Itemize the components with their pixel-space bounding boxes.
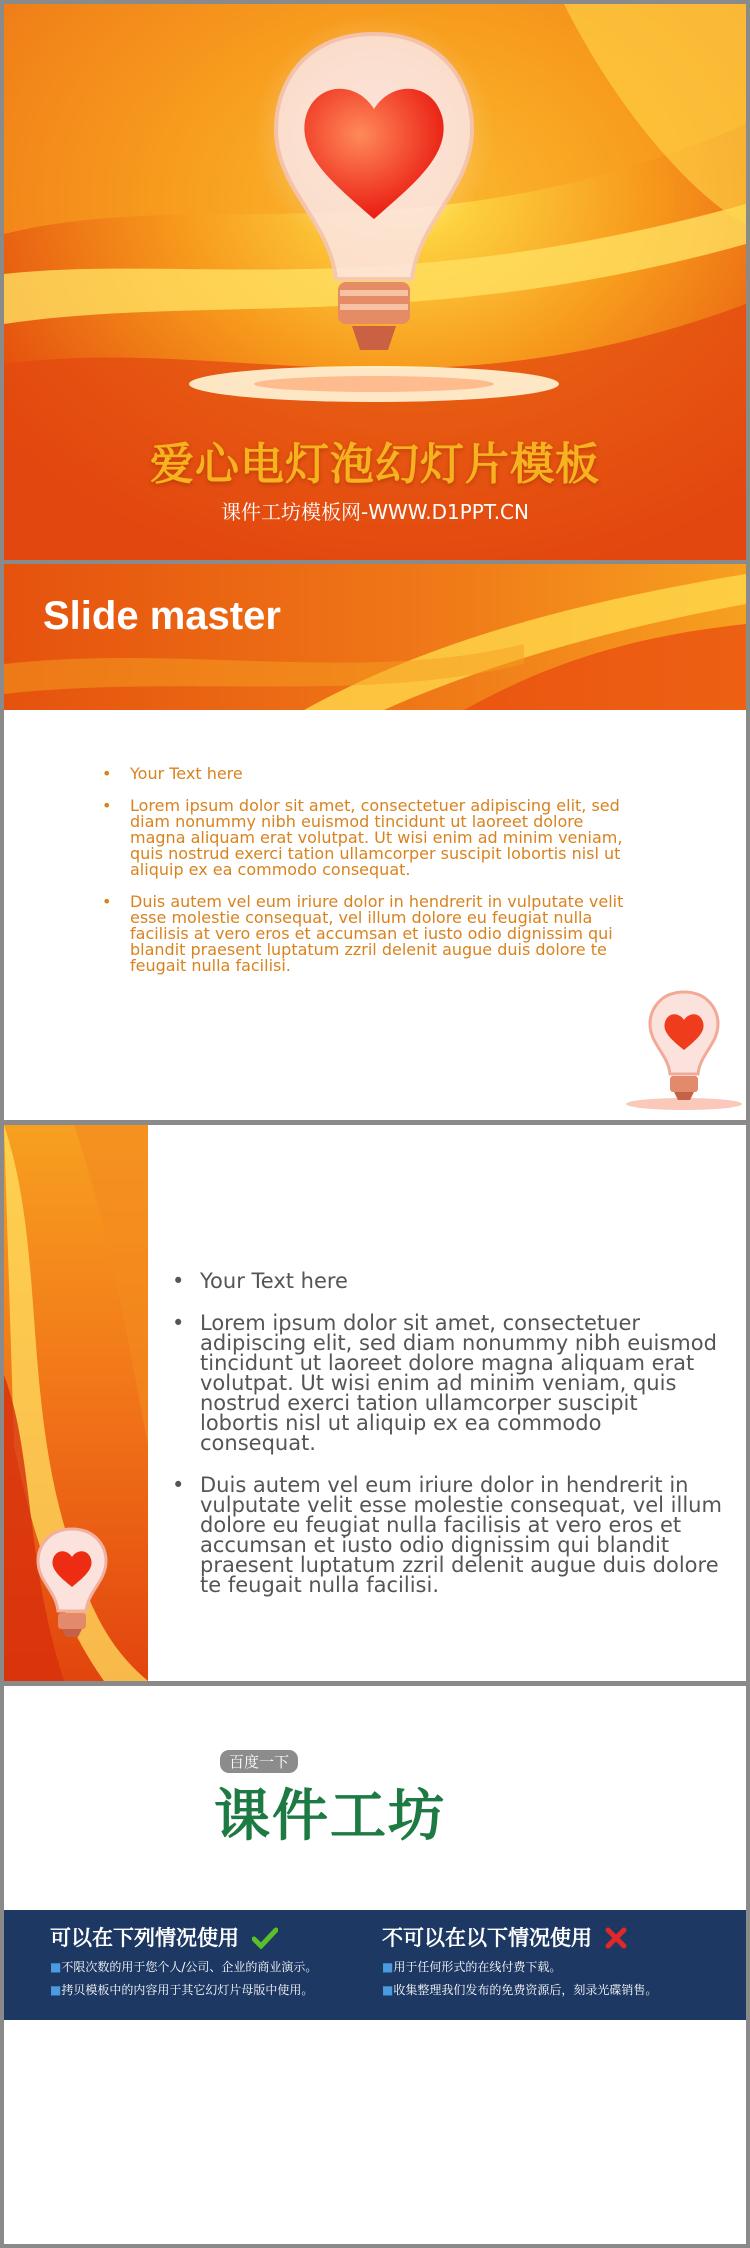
checkmark-icon bbox=[252, 1927, 278, 1949]
bullet-list bbox=[102, 766, 642, 990]
slide-title: 爱心电灯泡幻灯片模板 bbox=[150, 439, 600, 490]
logo-badge: 百度一下 bbox=[220, 1750, 298, 1773]
cross-icon bbox=[605, 1927, 627, 1949]
side-band bbox=[4, 1125, 148, 1681]
logo-text: 课件工坊 bbox=[214, 1784, 446, 1849]
forbidden-heading: 不可以在以下情况使用 bbox=[382, 1926, 592, 1950]
list-item: • Duis autem vel eum iriure dolor in hendrerit in vulputate velit esse molestie consequat, vel illum dolore eu feugiat nulla facilisis at vero eros et accumsan et iusto odio dignissim qui blandit praesent luptatum zzril delenit augue duis dolore te feugait nulla facilisi. bbox=[172, 1475, 722, 1595]
list-item: • Duis autem vel eum iriure dolor in hendrerit in vulputate velit esse molestie consequat, vel illum dolore eu feugiat nulla facilisis at vero eros et accumsan et iusto odio dignissim qui blandit praesent luptatum zzril delenit augue duis dolore te feugait nulla facilisi. bbox=[102, 894, 642, 974]
master-slide bbox=[4, 564, 746, 1120]
forbidden-item: 收集整理我们发布的免费资源后，刻录光碟销售。 bbox=[393, 1983, 658, 1997]
list-item: • Lorem ipsum dolor sit amet, consectetuer adipiscing elit, sed diam nonummy nibh euismod tincidunt ut laoreet dolore magna aliquam erat volutpat. Ut wisi enim ad minim veniam, quis nostrud exerci tation ullamcorper suscipit lobortis nisl ut aliquip ex ea commodo consequat. bbox=[102, 798, 642, 878]
bullet-list bbox=[172, 1271, 722, 1617]
content-slide bbox=[4, 1125, 746, 1681]
list-item: • Your Text here bbox=[102, 766, 642, 782]
license-bar bbox=[4, 1910, 746, 2020]
list-item: • Your Text here bbox=[172, 1271, 722, 1291]
allowed-column: 可以在下列情况使用 ■不限次数的用于您个人/公司、企业的商业演示。 ■拷贝模板中的内容用于其它幻灯片母版中使用。 bbox=[50, 1926, 318, 1997]
lightbulb-heart-icon bbox=[624, 984, 744, 1114]
list-item: • Lorem ipsum dolor sit amet, consectetuer adipiscing elit, sed diam nonummy nibh euismod tincidunt ut laoreet dolore magna aliquam erat volutpat. Ut wisi enim ad minim veniam, quis nostrud exerci tation ullamcorper suscipit lobortis nisl ut aliquip ex ea commodo consequat. bbox=[172, 1313, 722, 1453]
allowed-heading: 可以在下列情况使用 bbox=[50, 1926, 239, 1950]
forbidden-column: 不可以在以下情况使用 ■用于任何形式的在线付费下载。 ■收集整理我们发布的免费资源后，刻录光碟销售。 bbox=[382, 1926, 658, 1997]
allowed-item: 拷贝模板中的内容用于其它幻灯片母版中使用。 bbox=[61, 1983, 314, 1997]
license-slide bbox=[4, 1686, 746, 2244]
slide-subtitle: 课件工坊模板网-WWW.D1PPT.CN bbox=[221, 500, 529, 524]
forbidden-item: 用于任何形式的在线付费下载。 bbox=[393, 1960, 562, 1974]
slide-heading: Slide master bbox=[43, 594, 281, 638]
allowed-item: 不限次数的用于您个人/公司、企业的商业演示。 bbox=[61, 1960, 318, 1974]
title-slide bbox=[4, 4, 746, 560]
